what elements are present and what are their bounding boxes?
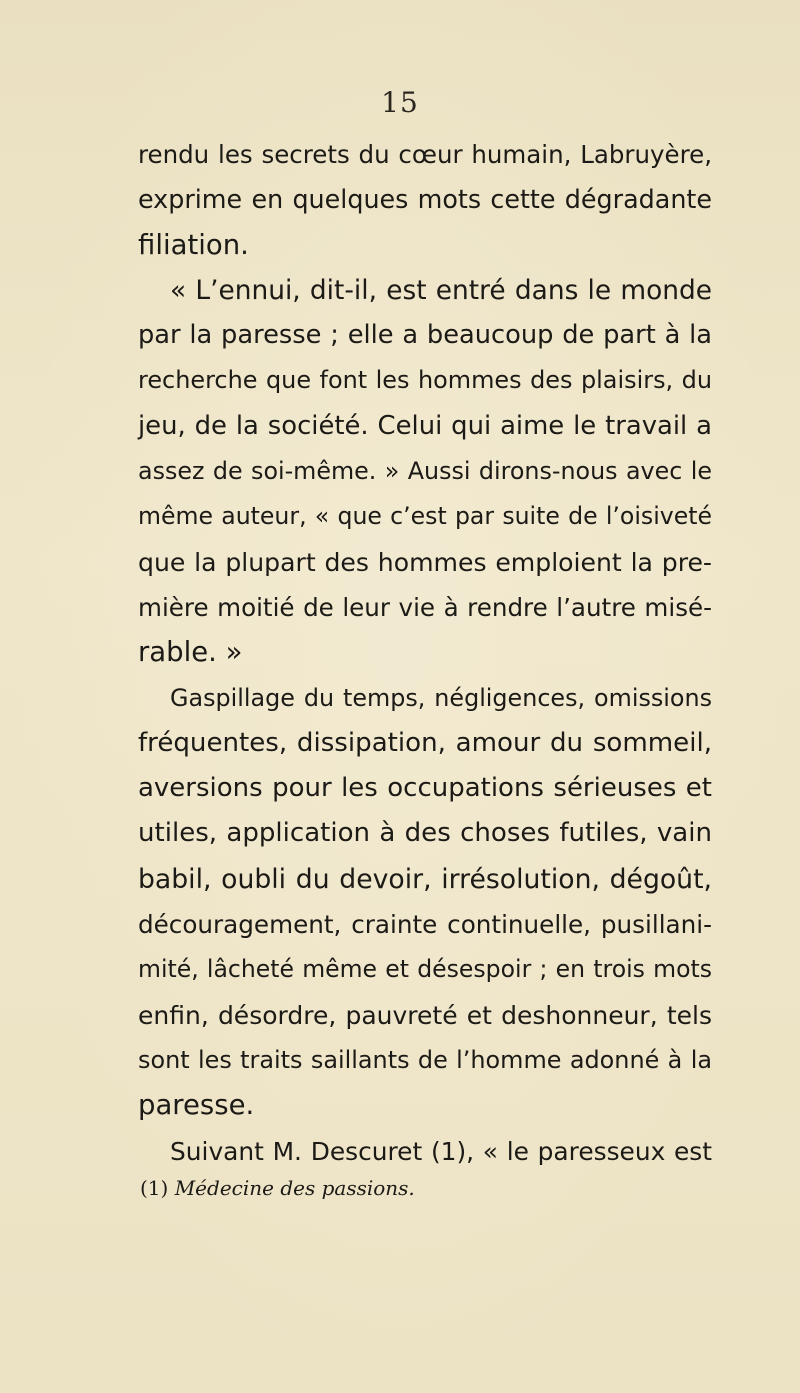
text-line: mité, lâcheté même et désespoir ; en trois mots	[138, 955, 712, 984]
text-line: même auteur, « que c’est par suite de l’oisiveté	[138, 502, 712, 531]
footnote	[140, 1176, 415, 1200]
body-text	[138, 132, 712, 1174]
text-line: utiles, application à des choses futiles, vain	[138, 818, 712, 849]
text-line: aversions pour les occupations sérieuses et	[138, 773, 712, 804]
text-line: par la paresse ; elle a beaucoup de part à la	[138, 320, 712, 351]
text-line: jeu, de la société. Celui qui aime le travail a	[138, 410, 712, 441]
text-line: découragement, crainte continuelle, pusillani-	[138, 910, 712, 940]
text-line: enfin, désordre, pauvreté et deshonneur, tels	[138, 1000, 712, 1030]
text-line: exprime en quelques mots cette dégradante	[138, 184, 712, 215]
text-line: sont les traits saillants de l’homme adonné à la	[138, 1045, 712, 1074]
footnote-marker: (1)	[140, 1176, 169, 1200]
text-line: recherche que font les hommes des plaisirs, du	[138, 366, 712, 395]
text-line: mière moitié de leur vie à rendre l’autre misé-	[138, 592, 712, 622]
text-line: Gaspillage du temps, négligences, omissions	[170, 683, 712, 712]
page-number: 15	[381, 86, 419, 119]
text-line: paresse.	[138, 1089, 255, 1122]
text-line: « L’ennui, dit-il, est entré dans le monde	[170, 274, 712, 306]
text-line: assez de soi-même. » Aussi dirons-nous avec le	[138, 457, 712, 486]
text-line: que la plupart des hommes emploient la pre-	[138, 547, 712, 577]
text-line: fréquentes, dissipation, amour du sommeil,	[138, 727, 712, 758]
text-line: rable. »	[138, 636, 243, 669]
footnote-title: Médecine des passions.	[174, 1176, 415, 1200]
text-line: filiation.	[138, 228, 249, 261]
text-line: Suivant M. Descuret (1), « le paresseux est	[170, 1136, 712, 1166]
text-line: rendu les secrets du cœur humain, Labruyère,	[138, 140, 712, 169]
text-line: babil, oubli du devoir, irrésolution, dégoût,	[138, 863, 712, 895]
